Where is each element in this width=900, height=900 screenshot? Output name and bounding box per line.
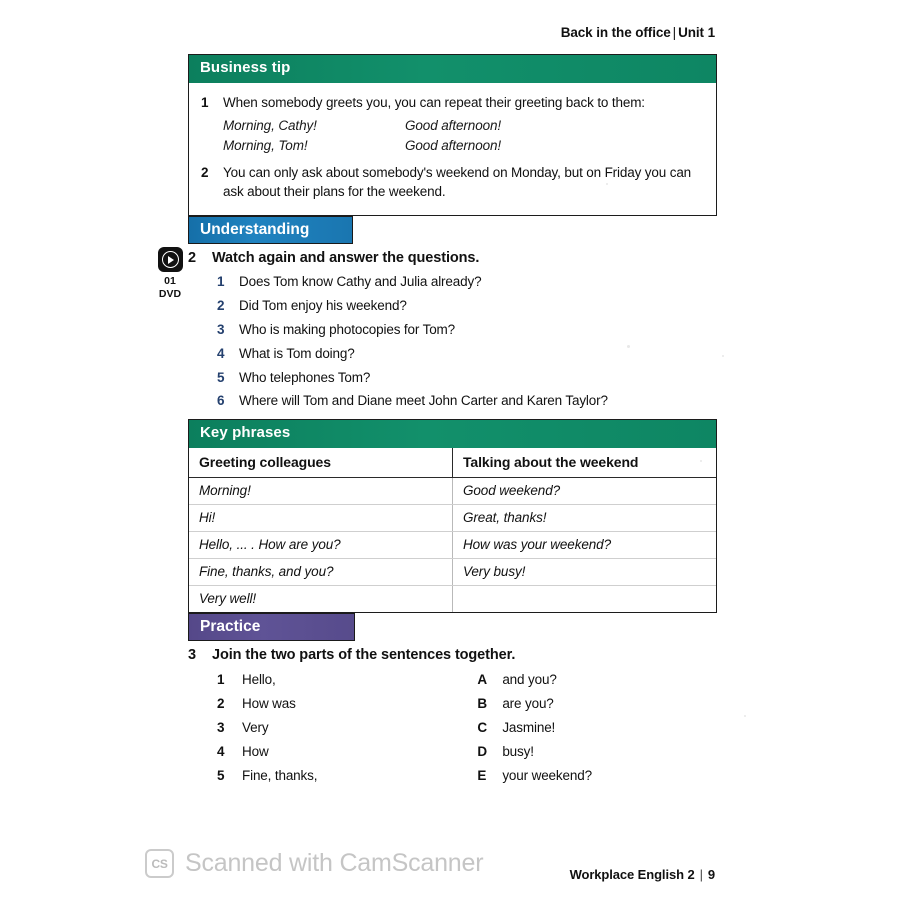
business-tip-heading: Business tip [189, 55, 716, 83]
camscanner-logo-icon: CS [145, 849, 174, 878]
question-number: 2 [217, 297, 225, 313]
table-cell-weekend: How was your weekend? [453, 531, 717, 558]
list-item [217, 322, 728, 339]
match-left-text: How [242, 744, 269, 759]
table-cell-greeting: Hi! [189, 504, 453, 531]
column-header-greeting: Greeting colleagues [189, 448, 453, 478]
exercise-heading [188, 250, 728, 266]
match-right-key: B [477, 696, 488, 711]
media-cue-track: 01 [164, 275, 176, 287]
question-text: Who is making photocopies for Tom? [239, 321, 456, 337]
question-number: 4 [217, 345, 225, 361]
table-header-row [189, 448, 716, 478]
footer-book-title: Workplace English 2 [569, 867, 695, 882]
running-header-unit-label: Unit 1 [678, 25, 715, 40]
table-cell-greeting: Very well! [199, 590, 257, 606]
list-item [217, 370, 728, 387]
question-text: Where will Tom and Diane meet John Carter and Karen Taylor? [239, 393, 608, 409]
business-tip-example-left: Morning, Tom! [223, 138, 308, 154]
list-item [217, 744, 477, 759]
match-right-text: your weekend? [502, 768, 592, 783]
exercise-practice [188, 647, 728, 792]
table-cell-greeting: Fine, thanks, and you? [189, 558, 453, 585]
list-item [217, 298, 728, 315]
key-phrases-panel [188, 419, 717, 613]
match-left-key: 1 [217, 672, 225, 687]
running-header [561, 25, 715, 40]
camscanner-watermark [145, 849, 483, 878]
page-number: 9 [707, 867, 715, 882]
scan-speckle [744, 715, 746, 717]
matching-right-column [477, 672, 728, 792]
list-item [217, 768, 477, 783]
question-text: Did Tom enjoy his weekend? [239, 297, 407, 313]
match-right-key: E [477, 768, 487, 783]
list-item [217, 720, 477, 735]
business-tip-body [189, 83, 716, 215]
section-banner-understanding: Understanding [188, 216, 353, 244]
match-right-text: Jasmine! [502, 720, 556, 735]
match-left-text: How was [242, 696, 296, 711]
business-tip-example-row [223, 116, 704, 136]
list-item [477, 696, 728, 711]
business-tip-item [201, 93, 704, 113]
business-tip-example-right: Good afternoon! [405, 138, 502, 154]
question-list [217, 274, 728, 410]
list-item [217, 393, 728, 410]
match-left-text: Hello, [242, 672, 276, 687]
matching-left-column [217, 672, 477, 792]
list-item [217, 346, 728, 363]
list-item [217, 696, 477, 711]
table-cell-weekend [453, 585, 717, 612]
footer-separator: | [699, 867, 703, 882]
question-number: 3 [217, 321, 225, 337]
key-phrases-table [189, 448, 716, 612]
list-item [477, 672, 728, 687]
match-right-text: busy! [502, 744, 534, 759]
table-cell-weekend: Great, thanks! [453, 504, 717, 531]
page-footer [570, 867, 715, 882]
list-item [217, 274, 728, 291]
table-cell-greeting: Hello, ... . How are you? [189, 531, 453, 558]
list-item [477, 768, 728, 783]
question-text: Does Tom know Cathy and Julia already? [239, 274, 482, 289]
business-tip-example-row [223, 136, 704, 156]
play-circle-ring [162, 251, 179, 268]
list-item [217, 672, 477, 687]
question-number: 1 [217, 274, 225, 289]
business-tip-item-number: 1 [201, 94, 209, 110]
table-cell-weekend: Good weekend? [453, 477, 717, 504]
table-cell-greeting: Morning! [189, 477, 453, 504]
match-left-key: 3 [217, 720, 225, 735]
table-row [189, 558, 716, 585]
business-tip-examples [223, 116, 704, 157]
running-header-unit-title: Back in the office [560, 25, 671, 40]
play-circle-icon [158, 247, 183, 272]
column-header-weekend: Talking about the weekend [453, 448, 717, 478]
section-banner-practice: Practice [188, 613, 355, 641]
table-row [189, 477, 716, 504]
business-tip-panel [188, 54, 717, 216]
matching-exercise [217, 672, 728, 792]
match-right-text: are you? [502, 696, 554, 711]
exercise-instruction: Watch again and answer the questions. [212, 250, 480, 266]
match-left-text: Very [242, 720, 269, 735]
exercise-number: 3 [188, 647, 197, 663]
question-number: 5 [217, 369, 225, 385]
media-cue [154, 247, 186, 300]
business-tip-item [201, 163, 704, 202]
exercise-number: 2 [188, 250, 197, 266]
exercise-heading [188, 647, 728, 663]
key-phrases-heading: Key phrases [189, 420, 716, 448]
match-right-key: C [477, 720, 488, 735]
table-row [189, 531, 716, 558]
business-tip-example-right: Good afternoon! [405, 118, 502, 134]
camscanner-watermark-text: Scanned with CamScanner [185, 849, 484, 877]
list-item [477, 720, 728, 735]
running-header-separator: | [672, 25, 677, 40]
match-right-key: D [477, 744, 488, 759]
business-tip-item-text: When somebody greets you, you can repeat their greeting back to them: [223, 94, 645, 110]
business-tip-example-left: Morning, Cathy! [223, 118, 317, 134]
table-row [189, 504, 716, 531]
match-right-text: and you? [502, 672, 557, 687]
question-text: What is Tom doing? [239, 345, 355, 361]
question-number: 6 [217, 393, 225, 409]
list-item [477, 744, 728, 759]
table-cell-weekend: Very busy! [453, 558, 717, 585]
media-cue-label: DVD [158, 288, 182, 301]
exercise-understanding [188, 250, 728, 417]
match-left-key: 2 [217, 696, 225, 711]
match-left-text: Fine, thanks, [242, 768, 318, 783]
play-triangle-icon [168, 256, 174, 264]
match-right-key: A [477, 672, 488, 687]
business-tip-item-number: 2 [201, 164, 209, 180]
business-tip-item-text: You can only ask about somebody's weekend on Monday, but on Friday you can ask about their plans for the weekend. [223, 164, 692, 200]
match-left-key: 5 [217, 768, 225, 783]
exercise-instruction: Join the two parts of the sentences together. [212, 647, 516, 663]
question-text: Who telephones Tom? [239, 369, 371, 385]
match-left-key: 4 [217, 744, 225, 759]
table-row [189, 585, 716, 612]
